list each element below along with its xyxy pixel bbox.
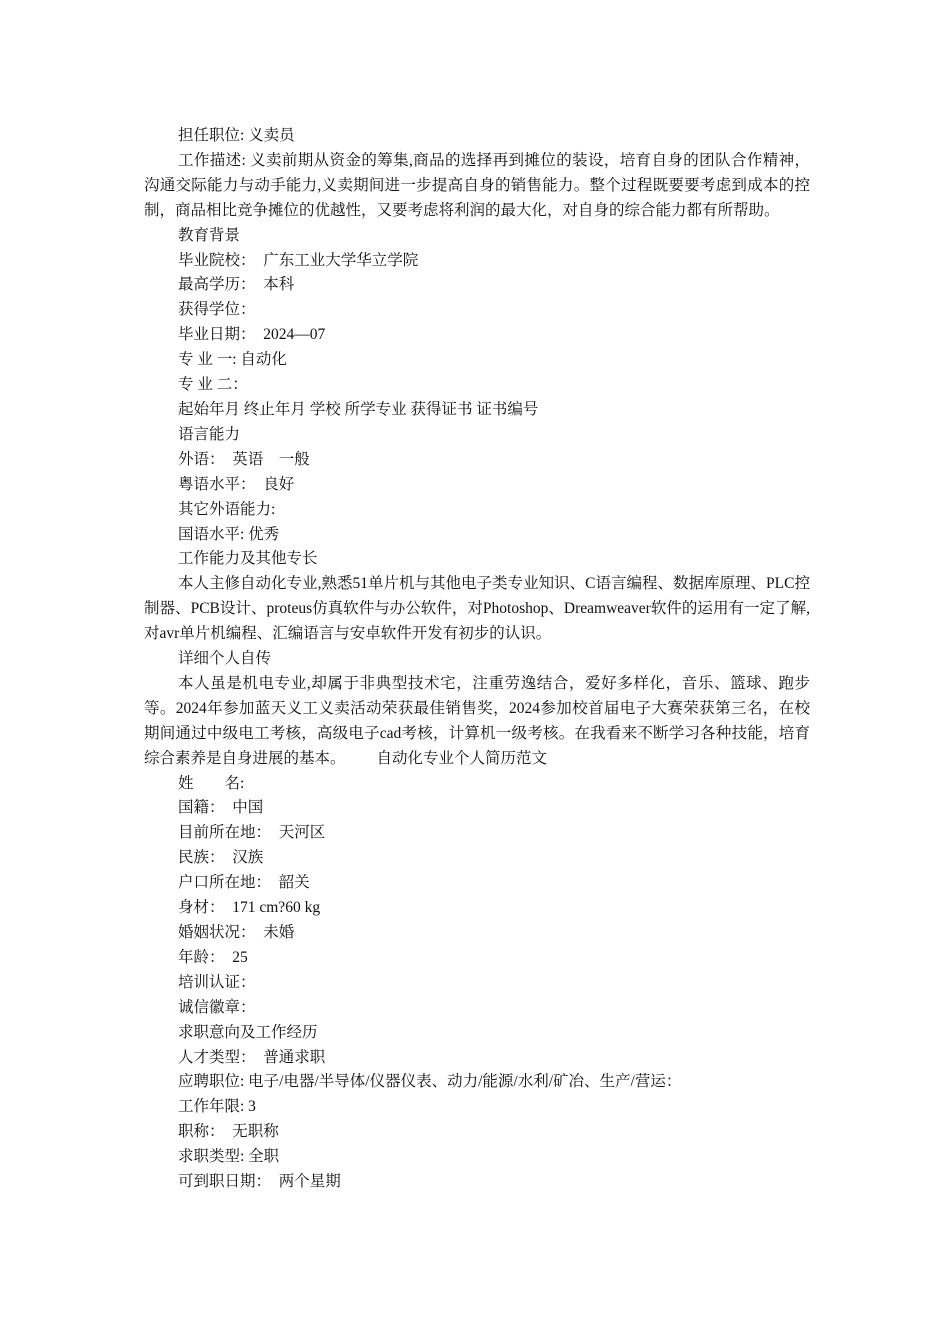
text-line: 专 业 一: 自动化 [178, 351, 287, 369]
section-personal-info [144, 772, 810, 1195]
text-line: 粤语水平： 良好 [178, 475, 295, 493]
text-line: 专 业 二： [178, 376, 248, 394]
text-line: 培训认证： [178, 973, 256, 991]
skills-text: 本人主修自动化专业,熟悉51单片机与其他电子类专业知识、C语言编程、数据库原理、PLC控制器、PCB设计、proteus仿真软件与办公软件，对Photoshop、Dreamweaver软件的运用有一定了解,对avr单片机编程、汇编语言与安卓软件开发有初步的认识。 [144, 575, 810, 643]
text-line: 户口所在地： 韶关 [178, 874, 310, 892]
text-line: 求职类型: 全职 [178, 1148, 280, 1166]
text-line: 年龄： 25 [178, 948, 248, 966]
paragraph-work-description [144, 149, 810, 224]
text-line: 起始年月 终止年月 学校 所学专业 获得证书 证书编号 [178, 400, 539, 418]
text-line: 职称： 无职称 [178, 1123, 279, 1141]
text-line: 诚信徽章： [178, 998, 256, 1016]
section-heading: 详细个人自传 [178, 650, 272, 668]
paragraph-bio [144, 672, 810, 772]
text-line: 国语水平: 优秀 [178, 525, 280, 543]
text-line: 求职意向及工作经历 [178, 1023, 318, 1041]
text-line: 身材： 171 cm?60 kg [178, 899, 321, 917]
text-line: 最高学历： 本科 [178, 276, 295, 294]
section-education-language [144, 224, 810, 573]
text-line: 应聘职位: 电子/电器/半导体/仪器仪表、动力/能源/水利/矿冶、生产/营运： [178, 1073, 682, 1091]
text-line: 婚姻状况： 未婚 [178, 924, 295, 941]
text-line: 毕业院校： 广东工业大学华立学院 [178, 251, 419, 269]
text-line: 外语： 英语 一般 [178, 450, 310, 468]
bio-text: 本人虽是机电专业,却属于非典型技术宅，注重劳逸结合，爱好多样化，音乐、篮球、跑步等。2024年参加蓝天义工义卖活动荣获最佳销售奖，2024参加校首届电子大赛荣获第三名，在校期间通过中级电工考核，高级电子cad考核，计算机一级考核。在我看来不断学习各种技能，培育综合素养是自身进展的基本。 [144, 674, 810, 767]
text-line: 目前所在地： 天河区 [178, 824, 326, 842]
text-line: 工作年限: 3 [178, 1098, 256, 1116]
text-line: 获得学位： [178, 301, 256, 319]
text-line: 其它外语能力: [178, 500, 276, 518]
resume-title-text: 自动化专业个人简历范文 [345, 749, 548, 767]
text-line: 教育背景 [178, 226, 241, 244]
text-line: 姓 名: [178, 774, 245, 792]
work-description-text: 工作描述: 义卖前期从资金的筹集,商品的选择再到摊位的装设，培育自身的团队合作精神，沟通交际能力与动手能力,义卖期间进一步提高自身的销售能力。整个过程既要要考虑到成本的控制，商品相比竞争摊位的优越性，又要考虑将利润的最大化，对自身的综合能力都有所帮助。 [144, 151, 810, 219]
section-job-title [144, 124, 810, 149]
text-line: 人才类型： 普通求职 [178, 1048, 326, 1066]
document-page [144, 124, 810, 1195]
section-bio-heading [144, 647, 810, 672]
text-line: 国籍： 中国 [178, 799, 264, 817]
text-line: 可到职日期： 两个星期 [178, 1173, 341, 1191]
text-line: 毕业日期： 2024—07 [178, 326, 326, 344]
text-line: 民族： 汉族 [178, 849, 264, 867]
text-line: 担任职位: 义卖员 [178, 127, 295, 144]
paragraph-skills [144, 572, 810, 647]
text-line: 工作能力及其他专长 [178, 550, 318, 568]
text-line: 语言能力 [178, 425, 241, 443]
